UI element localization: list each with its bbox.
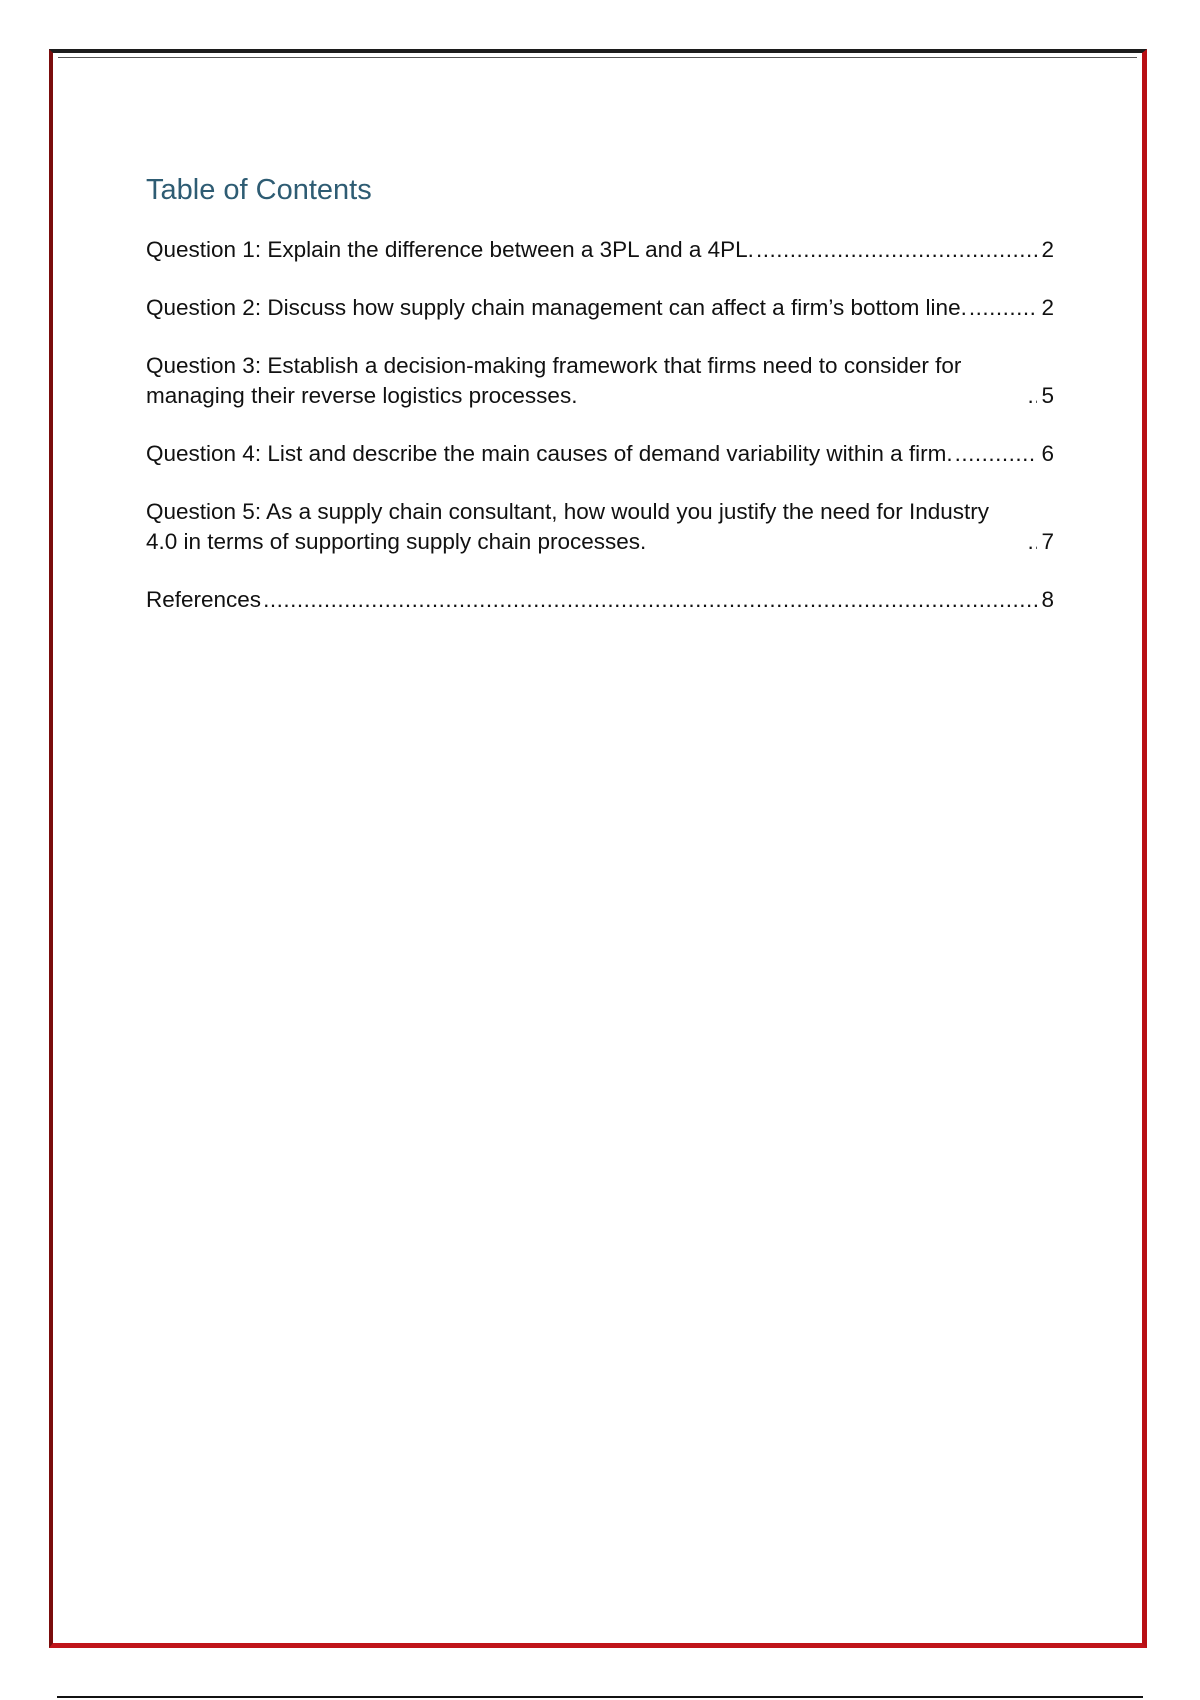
toc-entry[interactable] xyxy=(146,585,1054,615)
toc-entry[interactable] xyxy=(146,439,1054,469)
toc-dot-leader xyxy=(754,235,1038,265)
toc-entry-text: Question 5: As a supply chain consultant, how would you justify the need for Industry 4.0 in terms of supporting supply chain processes. xyxy=(146,499,989,554)
toc-section xyxy=(146,170,1054,643)
toc-dot-leader xyxy=(261,585,1037,615)
toc-entry[interactable] xyxy=(146,351,1054,411)
toc-entry-text: Question 3: Establish a decision-making framework that firms need to consider for managing their reverse logistics processes. xyxy=(146,353,962,408)
toc-entry-text: Question 4: List and describe the main causes of demand variability within a firm. xyxy=(146,441,953,466)
toc-entry[interactable] xyxy=(146,497,1054,557)
toc-list xyxy=(146,235,1054,615)
toc-page-number: 2 xyxy=(1041,237,1054,262)
toc-dot-leader xyxy=(1025,381,1037,411)
toc-entry-text: References xyxy=(146,587,262,612)
toc-page-number: 5 xyxy=(1041,383,1054,408)
toc-page-number: 2 xyxy=(1041,295,1054,320)
toc-entry-text: Question 2: Discuss how supply chain management can affect a firm’s bottom line. xyxy=(146,295,967,320)
toc-dot-leader xyxy=(953,439,1038,469)
toc-dot-leader xyxy=(967,293,1038,323)
page-border-inner-line xyxy=(58,57,1137,58)
toc-page-number: 6 xyxy=(1041,441,1054,466)
toc-dot-leader xyxy=(1025,527,1037,557)
toc-page-number: 8 xyxy=(1041,587,1054,612)
toc-title: Table of Contents xyxy=(146,174,372,206)
toc-entry[interactable] xyxy=(146,293,1054,323)
toc-page-number: 7 xyxy=(1041,529,1054,554)
footer-rule xyxy=(57,1696,1143,1698)
toc-entry-text: Question 1: Explain the difference between a 3PL and a 4PL. xyxy=(146,237,754,262)
toc-entry[interactable] xyxy=(146,235,1054,265)
